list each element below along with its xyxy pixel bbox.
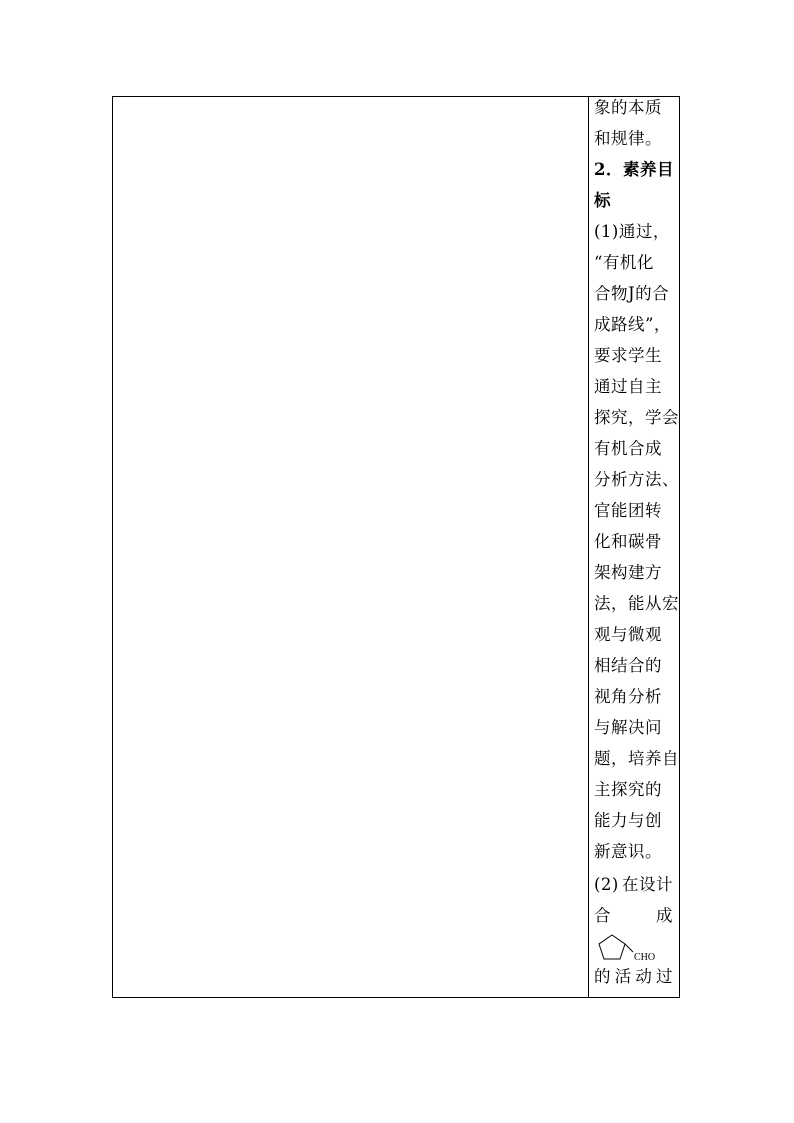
text-line: 和规律。 [594, 129, 662, 148]
text-line: 主探究的 [594, 780, 662, 799]
text-line: 视角分析 [594, 687, 662, 706]
text-line: 法，能从宏 [594, 594, 679, 613]
text-line-justified [594, 906, 673, 926]
text-line: 观与微观 [594, 625, 662, 644]
cyclopentane-carbaldehyde-structure [594, 931, 678, 965]
text-line: 能力与创 [594, 811, 662, 830]
text-line: 合物J的合 [594, 284, 670, 303]
right-cell-objectives [589, 97, 679, 997]
text-line: (1)通过， [594, 222, 670, 241]
text-line: 官能团转 [594, 501, 662, 520]
text-line: 要求学生 [594, 346, 662, 365]
text-fragment: 过 [655, 967, 673, 986]
text-line: 分析方法、 [594, 470, 679, 489]
text-line: 题，培养自 [594, 749, 679, 768]
text-fragment: 的 [594, 967, 611, 986]
text-line-justified [594, 967, 673, 987]
text-line: 化和碳骨 [594, 532, 662, 551]
text-line: 有机合成 [594, 439, 662, 458]
text-fragment: 在设计 [622, 875, 673, 894]
text-fragment: 合 [594, 906, 611, 925]
text-line: “有机化 [594, 253, 654, 272]
content-table [112, 96, 680, 998]
text-fragment: 活 [614, 967, 632, 986]
text-fragment: 动 [635, 967, 653, 986]
item-number: (2) [594, 875, 619, 894]
text-line: 相结合的 [594, 656, 662, 675]
left-cell-empty [113, 97, 589, 997]
cho-label: CHO [634, 952, 656, 963]
text-line-justified [594, 875, 673, 895]
text-line: 探究，学会 [594, 408, 679, 427]
text-line: 成路线”， [594, 315, 671, 334]
text-line: 架构建方 [594, 563, 662, 582]
section-heading: 标 [594, 191, 611, 210]
text-line: 象的本质 [594, 98, 662, 117]
cyclopentane-ring-icon [594, 931, 678, 965]
text-line: 通过自主 [594, 377, 662, 396]
section-heading: 2．素养目 [594, 160, 674, 179]
text-fragment: 成 [656, 906, 673, 925]
text-line: 新意识。 [594, 842, 662, 861]
text-line: 与解决问 [594, 718, 662, 737]
